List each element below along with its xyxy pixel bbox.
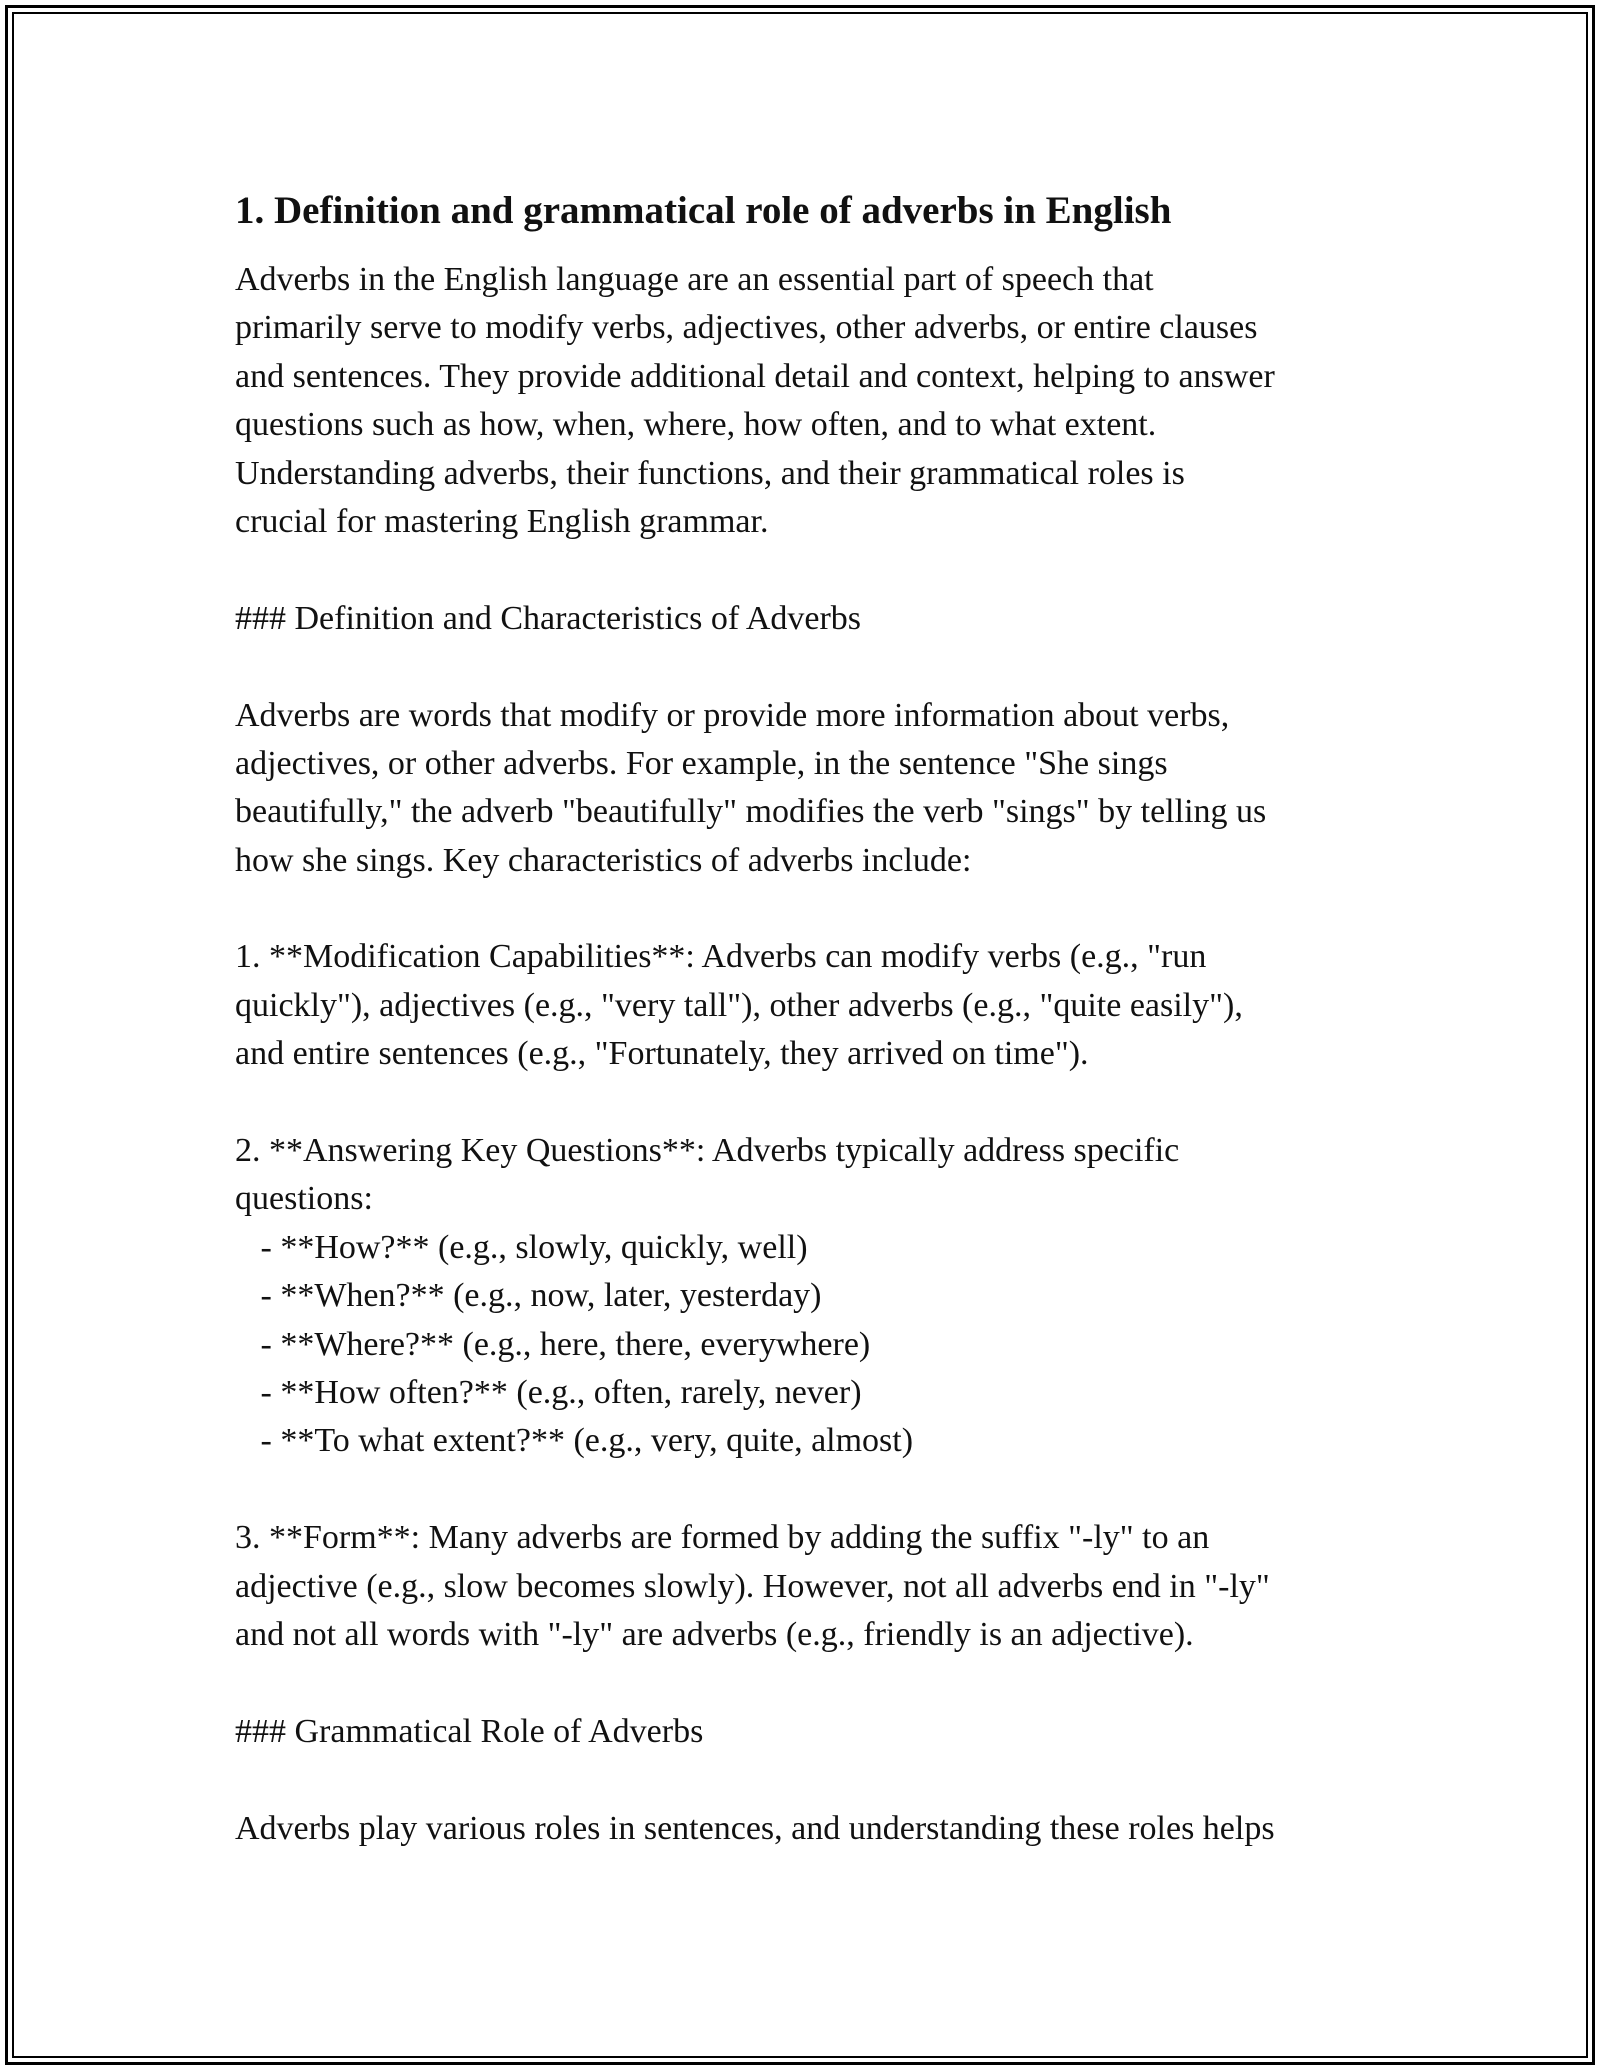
sub-list-item-where: - **Where?** (e.g., here, there, everywhere) (235, 1325, 871, 1363)
paragraph-line: quickly"), adjectives (e.g., "very tall"), other adverbs (e.g., "quite easily"), (235, 986, 1243, 1024)
paragraph-line: questions such as how, when, where, how often, and to what extent. (235, 406, 1157, 444)
list-item-questions (235, 1127, 1375, 1466)
paragraph-line: Understanding adverbs, their functions, and their grammatical roles is (235, 454, 1185, 492)
blank-line (235, 885, 1375, 933)
paragraph-line: 3. **Form**: Many adverbs are formed by adding the suffix "-ly" to an (235, 1519, 1210, 1557)
blank-line (235, 1659, 1375, 1707)
definition-paragraph (235, 692, 1375, 886)
paragraph-line: Adverbs in the English language are an essential part of speech that (235, 261, 1154, 298)
blank-line (235, 1079, 1375, 1127)
paragraph-line: crucial for mastering English grammar. (235, 502, 769, 540)
sub-list-item-how: - **How?** (e.g., slowly, quickly, well) (235, 1228, 808, 1266)
paragraph-line: and not all words with "-ly" are adverbs (e.g., friendly is an adjective). (235, 1615, 1194, 1653)
document-body (235, 186, 1375, 1853)
paragraph-line: and entire sentences (e.g., "Fortunately, they arrived on time"). (235, 1035, 1089, 1073)
sub-list-item-how-often: - **How often?** (e.g., often, rarely, never) (235, 1373, 862, 1411)
intro-paragraph (235, 256, 1375, 546)
paragraph-line: 2. **Answering Key Questions**: Adverbs typically address specific (235, 1132, 1180, 1170)
sub-list-item-extent: - **To what extent?** (e.g., very, quite, almost) (235, 1422, 914, 1460)
paragraph-line: how she sings. Key characteristics of adverbs include: (235, 841, 972, 879)
paragraph-line: adjectives, or other adverbs. For example, in the sentence "She sings (235, 744, 1168, 782)
blank-line (235, 1756, 1375, 1804)
subheading-grammatical-role: ### Grammatical Role of Adverbs (235, 1712, 704, 1750)
paragraph-line: beautifully," the adverb "beautifully" modifies the verb "sings" by telling us (235, 793, 1267, 831)
blank-line (235, 643, 1375, 691)
paragraph-line: and sentences. They provide additional detail and context, helping to answer (235, 357, 1275, 395)
paragraph-line: primarily serve to modify verbs, adjectives, other adverbs, or entire clauses (235, 309, 1258, 347)
list-item-modification (235, 933, 1375, 1078)
paragraph-line: 1. **Modification Capabilities**: Adverbs can modify verbs (e.g., "run (235, 938, 1207, 976)
section-heading: 1. Definition and grammatical role of adverbs in English (235, 189, 1172, 232)
blank-line (235, 546, 1375, 594)
subheading-definition: ### Definition and Characteristics of Adverbs (235, 599, 862, 637)
blank-line (235, 1466, 1375, 1514)
sub-list-item-when: - **When?** (e.g., now, later, yesterday) (235, 1277, 822, 1315)
paragraph-line: questions: (235, 1180, 373, 1218)
list-item-form (235, 1514, 1375, 1659)
paragraph-line: Adverbs play various roles in sentences, and understanding these roles helps (235, 1809, 1275, 1847)
paragraph-line: Adverbs are words that modify or provide more information about verbs, (235, 696, 1230, 734)
role-paragraph (235, 1805, 1375, 1853)
paragraph-line: adjective (e.g., slow becomes slowly). However, not all adverbs end in "-ly" (235, 1567, 1270, 1605)
